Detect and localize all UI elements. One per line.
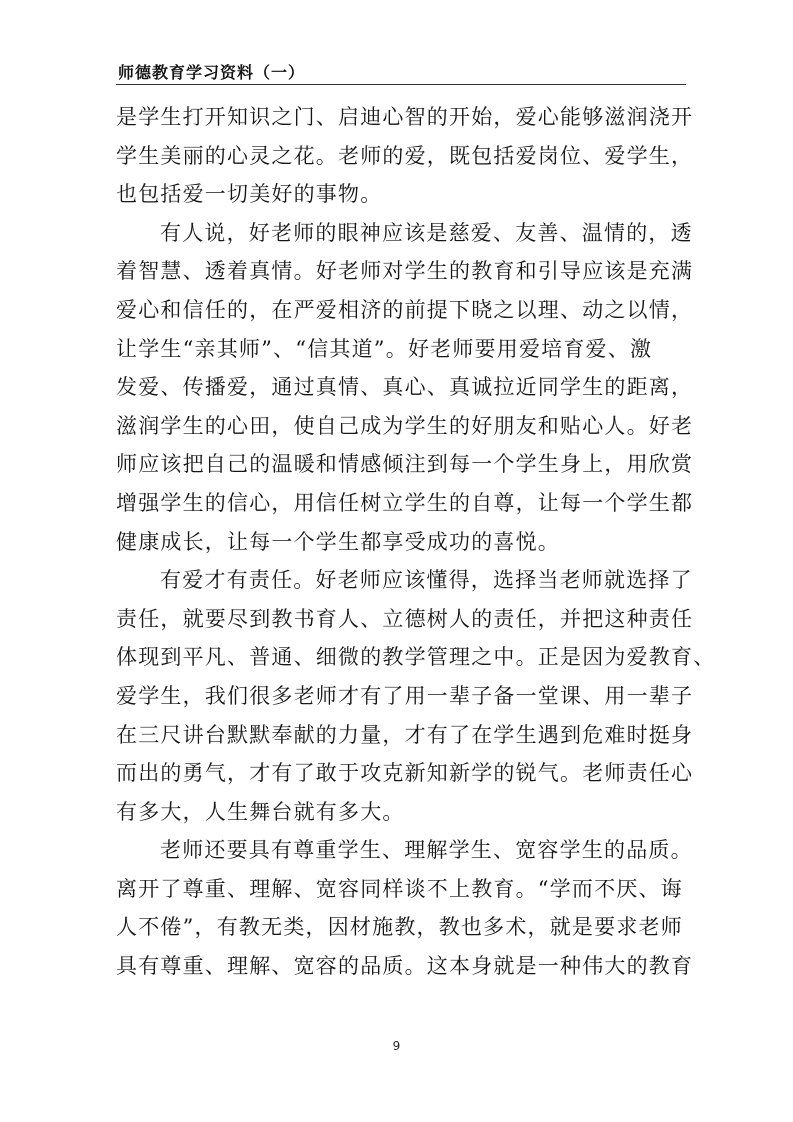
text-line: 是学生打开知识之门、启迪心智的开始，爱心能够滋润浇开 [116, 105, 694, 129]
text-line: 有爱才有责任。好老师应该懂得，选择当老师就选择了 [160, 568, 693, 593]
text-line: 人不倦”，有教无类，因材施教，教也多术，就是要求老师 [116, 915, 683, 940]
text-line: 爱学生，我们很多老师才有了用一辈子备一堂课、用一辈子 [116, 683, 694, 708]
document-body [116, 98, 716, 986]
text-line: 具有尊重、理解、宽容的品质。这本身就是一种伟大的教育 [116, 954, 694, 979]
text-line: 发爱、传播爱，通过真情、真心、真诚拉近同学生的距离， [116, 375, 694, 400]
text-line: 离开了尊重、理解、宽容同样谈不上教育。“学而不厌、诲 [116, 876, 683, 901]
text-line: 师应该把自己的温暖和情感倾注到每一个学生身上，用欣赏 [116, 452, 694, 477]
text-line: 责任，就要尽到教书育人、立德树人的责任，并把这种责任 [116, 606, 694, 631]
header-divider [116, 84, 686, 85]
page-header-title: 师德教育学习资料（一） [118, 63, 306, 82]
text-line: 有人说，好老师的眼神应该是慈爱、友善、温情的，透 [160, 220, 693, 245]
text-line: 滋润学生的心田，使自己成为学生的好朋友和贴心人。好老 [116, 413, 694, 438]
text-line: 增强学生的信心，用信任树立学生的自尊，让每一个学生都 [116, 490, 694, 515]
paragraph-1 [116, 98, 694, 214]
text-line: 也包括爱一切美好的事物。 [116, 182, 383, 207]
paragraph-3 [116, 561, 716, 831]
text-line: 老师还要具有尊重学生、理解学生、宽容学生的品质。 [160, 838, 693, 863]
text-line: 让学生“亲其师”、“信其道”。好老师要用爱培育爱、激 [116, 336, 653, 361]
text-line: 着智慧、透着真情。好老师对学生的教育和引导应该是充满 [116, 259, 694, 284]
text-line: 学生美丽的心灵之花。老师的爱，既包括爱岗位、爱学生， [116, 143, 694, 168]
text-line: 有多大，人生舞台就有多大。 [116, 799, 405, 824]
text-line: 健康成长，让每一个学生都享受成功的喜悦。 [116, 529, 560, 554]
paragraph-2 [116, 214, 694, 561]
paragraph-4 [116, 831, 694, 985]
page-number: 9 [392, 1039, 401, 1053]
text-line: 在三尺讲台默默奉献的力量，才有了在学生遇到危难时挺身 [116, 722, 694, 747]
text-line: 而出的勇气，才有了敢于攻克新知新学的锐气。老师责任心 [116, 761, 694, 786]
text-line: 爱心和信任的，在严爱相济的前提下晓之以理、动之以情， [116, 297, 694, 322]
text-line: 体现到平凡、普通、细微的教学管理之中。正是因为爱教育、 [116, 645, 716, 670]
